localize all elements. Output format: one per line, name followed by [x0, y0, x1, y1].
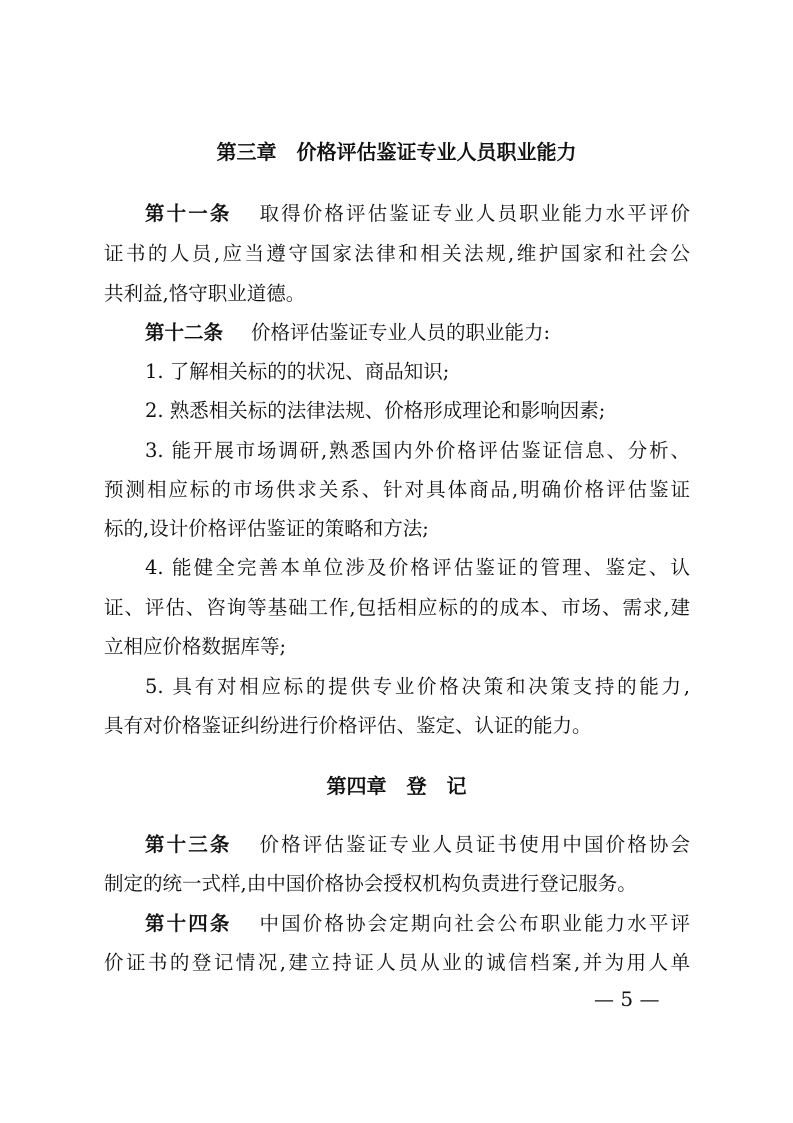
article-12-item-4-line-1: 4. 能健全完善本单位涉及价格评估鉴证的管理、鉴定、认	[145, 556, 690, 579]
article-12-item-4-line-3: 立相应价格数据库等;	[104, 635, 287, 658]
article-13-line-1	[145, 834, 690, 858]
article-12-line-1	[145, 322, 690, 346]
article-11-label: 第十一条	[145, 202, 232, 225]
article-13-label: 第十三条	[145, 833, 232, 856]
article-14-line-2: 价证书的登记情况,建立持证人员从业的诚信档案,并为用人单	[104, 951, 690, 974]
chapter-4-heading: 第四章 登 记	[326, 774, 467, 798]
article-12-item-2: 2. 熟悉相关标的法律法规、价格形成理论和影响因素;	[145, 399, 606, 422]
chapter-3-heading: 第三章 价格评估鉴证专业人员职业能力	[216, 140, 577, 164]
article-14-text: 中国价格协会定期向社会公布职业能力水平评	[259, 912, 690, 935]
article-14-label: 第十四条	[145, 912, 232, 935]
article-12-label: 第十二条	[145, 321, 224, 344]
article-13-line-2: 制定的统一式样,由中国价格协会授权机构负责进行登记服务。	[104, 872, 637, 895]
article-11-line-1	[145, 203, 690, 227]
article-12-item-5-line-2: 具有对价格鉴证纠纷进行价格评估、鉴定、认证的能力。	[104, 714, 592, 737]
article-11-line-3: 共利益,恪守职业道德。	[104, 282, 306, 305]
article-12-item-3-line-2: 预测相应标的市场供求关系、针对具体商品,明确价格评估鉴证	[104, 478, 690, 501]
article-13-text: 价格评估鉴证专业人员证书使用中国价格协会	[259, 833, 690, 856]
article-12-item-1: 1. 了解相关标的的状况、商品知识;	[145, 360, 450, 383]
page-number: — 5 —	[594, 987, 660, 1011]
article-11-line-2: 证书的人员,应当遵守国家法律和相关法规,维护国家和社会公	[104, 242, 690, 265]
article-12-item-3-line-3: 标的,设计价格评估鉴证的策略和方法;	[104, 517, 429, 540]
article-14-line-1	[145, 913, 690, 937]
article-12-item-5-line-1: 5. 具有对相应标的提供专业价格决策和决策支持的能力,	[145, 675, 690, 698]
article-11-text: 取得价格评估鉴证专业人员职业能力水平评价	[259, 202, 690, 225]
article-12-intro: 价格评估鉴证专业人员的职业能力:	[251, 321, 551, 344]
article-12-item-3-line-1: 3. 能开展市场调研,熟悉国内外价格评估鉴证信息、分析、	[145, 439, 690, 462]
article-12-item-4-line-2: 证、评估、咨询等基础工作,包括相应标的的成本、市场、需求,建	[104, 596, 690, 619]
